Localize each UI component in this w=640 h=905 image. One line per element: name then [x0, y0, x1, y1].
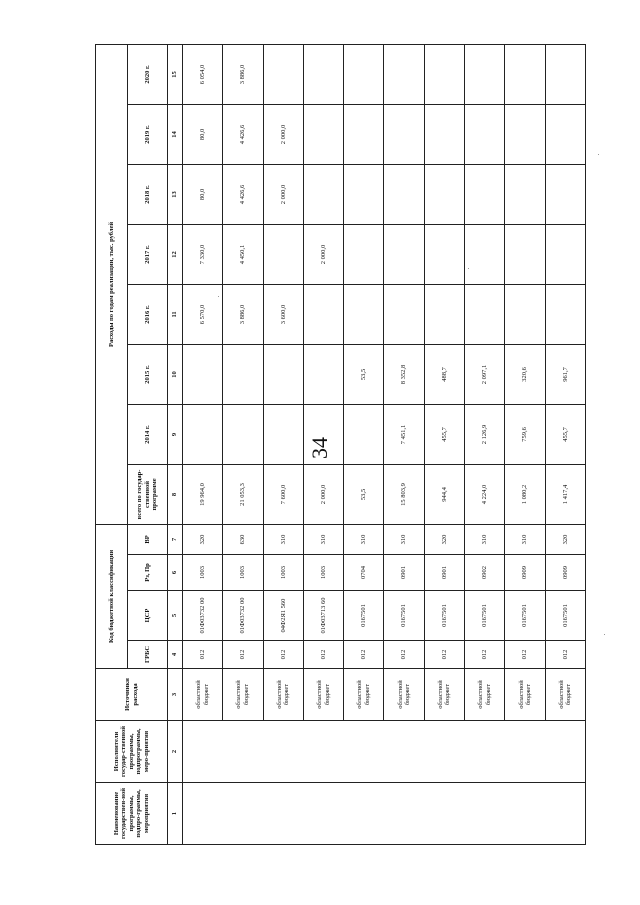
cell-grbs: 012 [384, 641, 424, 669]
cell-y2015 [263, 344, 303, 404]
cell-grbs: 012 [505, 641, 545, 669]
cell-rzpr: 0902 [465, 555, 505, 591]
cell-grbs: 012 [223, 641, 263, 669]
cell-source: областной бюджет [183, 669, 223, 721]
scan-speck [598, 154, 599, 155]
cell-rzpr: 0704 [344, 555, 384, 591]
header-expenses: Расходы по годам реализации, тыс. рублей [96, 44, 128, 524]
header-csr: ЦСР [128, 591, 168, 641]
cell-total: 1 417,4 [545, 464, 585, 524]
cell-vr: 310 [344, 524, 384, 554]
scan-speck [604, 634, 605, 635]
cell-y2018 [505, 164, 545, 224]
table-row [183, 44, 223, 844]
cell-source: областной бюджет [303, 669, 343, 721]
cell-vr: 310 [384, 524, 424, 554]
cell-source: областной бюджет [545, 669, 585, 721]
cell-y2014: 455,7 [424, 404, 464, 464]
cell-csr: 0167501 [424, 591, 464, 641]
col-number: 6 [168, 555, 183, 591]
cell-vr: 320 [545, 524, 585, 554]
cell-y2016: 3 600,0 [263, 284, 303, 344]
cell-y2017 [384, 224, 424, 284]
cell-rzpr: 0901 [384, 555, 424, 591]
col-number: 1 [168, 783, 183, 845]
cell-y2015: 2 097,1 [465, 344, 505, 404]
cell-total: 15 803,9 [384, 464, 424, 524]
cell-rzpr: 1003 [263, 555, 303, 591]
cell-vr: 310 [263, 524, 303, 554]
cell-vr: 320 [183, 524, 223, 554]
cell-vr: 320 [424, 524, 464, 554]
col-number: 4 [168, 641, 183, 669]
header-source: Источники расхода [96, 669, 168, 721]
cell-grbs: 012 [424, 641, 464, 669]
cell-y2017 [545, 224, 585, 284]
budget-table [95, 44, 586, 845]
col-number: 9 [168, 404, 183, 464]
cell-y2016 [465, 284, 505, 344]
scan-speck [218, 296, 219, 297]
table-body [183, 44, 586, 844]
cell-y2014 [263, 404, 303, 464]
cell-y2017 [263, 224, 303, 284]
col-number: 14 [168, 104, 183, 164]
cell-y2019 [384, 104, 424, 164]
cell-rzpr: 0901 [424, 555, 464, 591]
cell-y2014: 2 126,9 [465, 404, 505, 464]
header-year: 2019 г. [128, 104, 168, 164]
cell-source: областной бюджет [263, 669, 303, 721]
cell-rzpr: 1003 [183, 555, 223, 591]
cell-csr: 01Ф03732 00 [183, 591, 223, 641]
cell-y2014 [223, 404, 263, 464]
header-budget-code: Код бюджетной классификации [96, 524, 128, 668]
cell-y2016 [424, 284, 464, 344]
cell-y2016: 3 886,0 [223, 284, 263, 344]
header-year: 2016 г. [128, 284, 168, 344]
cell-y2020 [384, 44, 424, 104]
cell-source: областной бюджет [424, 669, 464, 721]
rotated-table-area [95, 45, 586, 845]
cell-y2014: 7 451,1 [384, 404, 424, 464]
cell-csr: 04Ф2Я1 560 [263, 591, 303, 641]
executor-cell [183, 721, 586, 783]
cell-vr: 310 [303, 524, 343, 554]
cell-y2015: 488,7 [424, 344, 464, 404]
col-number: 15 [168, 44, 183, 104]
col-number: 7 [168, 524, 183, 554]
cell-y2017 [465, 224, 505, 284]
cell-y2014 [183, 404, 223, 464]
cell-vr: 310 [465, 524, 505, 554]
cell-rzpr: 1003 [303, 555, 343, 591]
cell-grbs: 012 [545, 641, 585, 669]
header-rzpr: Рз, Пр [128, 555, 168, 591]
cell-y2016: 6 570,0 [183, 284, 223, 344]
cell-y2018: 2 000,0 [263, 164, 303, 224]
header-year: 2020 г. [128, 44, 168, 104]
header-grbs: ГРБС [128, 641, 168, 669]
cell-y2018 [424, 164, 464, 224]
cell-y2018 [545, 164, 585, 224]
col-number: 3 [168, 669, 183, 721]
cell-y2015 [183, 344, 223, 404]
cell-total: 4 224,0 [465, 464, 505, 524]
cell-source: областной бюджет [344, 669, 384, 721]
name-cell [183, 783, 586, 845]
cell-y2014 [303, 404, 343, 464]
col-number: 5 [168, 591, 183, 641]
cell-y2015: 8 352,8 [384, 344, 424, 404]
cell-y2019 [344, 104, 384, 164]
cell-y2017 [424, 224, 464, 284]
cell-y2016 [344, 284, 384, 344]
col-number: 8 [168, 464, 183, 524]
cell-y2016 [505, 284, 545, 344]
scan-speck [468, 268, 469, 269]
cell-y2018 [384, 164, 424, 224]
col-number: 2 [168, 721, 183, 783]
cell-csr: 0167501 [465, 591, 505, 641]
cell-source: областной бюджет [223, 669, 263, 721]
cell-source: областной бюджет [384, 669, 424, 721]
cell-total: 7 600,0 [263, 464, 303, 524]
rotated-table-container [95, 45, 586, 845]
cell-grbs: 012 [465, 641, 505, 669]
cell-y2020 [465, 44, 505, 104]
cell-y2019 [303, 104, 343, 164]
cell-y2019 [465, 104, 505, 164]
cell-y2018 [465, 164, 505, 224]
cell-y2018: 4 426,6 [223, 164, 263, 224]
cell-y2018 [303, 164, 343, 224]
cell-total: 944,4 [424, 464, 464, 524]
cell-vr: 310 [505, 524, 545, 554]
cell-y2020 [263, 44, 303, 104]
cell-grbs: 012 [303, 641, 343, 669]
cell-y2020 [344, 44, 384, 104]
cell-y2017: 2 000,0 [303, 224, 343, 284]
cell-y2016 [545, 284, 585, 344]
cell-y2017 [505, 224, 545, 284]
cell-y2015: 961,7 [545, 344, 585, 404]
cell-source: областной бюджет [465, 669, 505, 721]
cell-source: областной бюджет [505, 669, 545, 721]
cell-y2020: 6 054,0 [183, 44, 223, 104]
cell-total: 1 080,2 [505, 464, 545, 524]
cell-csr: 01Ф03732 00 [223, 591, 263, 641]
cell-y2019: 4 426,6 [223, 104, 263, 164]
header-executor: Исполнители государ-ственной программы, подпрограммы, меро-приятия [96, 721, 168, 783]
cell-y2019 [505, 104, 545, 164]
cell-rzpr: 0909 [505, 555, 545, 591]
header-year: 2015 г. [128, 344, 168, 404]
cell-total: 21 053,3 [223, 464, 263, 524]
cell-y2019: 2 000,0 [263, 104, 303, 164]
cell-total: 53,5 [344, 464, 384, 524]
header-year: 2017 г. [128, 224, 168, 284]
cell-csr: 0167501 [344, 591, 384, 641]
col-number: 10 [168, 344, 183, 404]
cell-rzpr: 0909 [545, 555, 585, 591]
cell-csr: 0167501 [545, 591, 585, 641]
header-name: Наименование государствен-ной программы, подпро-граммы, мероприятия [96, 783, 168, 845]
header-year: 2018 г. [128, 164, 168, 224]
cell-csr: 0167501 [384, 591, 424, 641]
cell-y2015: 320,6 [505, 344, 545, 404]
cell-y2014 [344, 404, 384, 464]
cell-rzpr: 1003 [223, 555, 263, 591]
cell-y2019 [424, 104, 464, 164]
column-number-row [168, 44, 183, 844]
col-number: 13 [168, 164, 183, 224]
cell-y2015: 53,5 [344, 344, 384, 404]
cell-y2018: 80,0 [183, 164, 223, 224]
cell-y2014: 759,6 [505, 404, 545, 464]
header-vr: ВР [128, 524, 168, 554]
cell-y2014: 455,7 [545, 404, 585, 464]
cell-grbs: 012 [344, 641, 384, 669]
cell-y2020 [424, 44, 464, 104]
cell-y2018 [344, 164, 384, 224]
cell-y2019: 80,0 [183, 104, 223, 164]
cell-y2015 [223, 344, 263, 404]
col-number: 12 [168, 224, 183, 284]
col-number: 11 [168, 284, 183, 344]
header-total: всего по государ-ственной программе [128, 464, 168, 524]
cell-y2017 [344, 224, 384, 284]
cell-y2020 [545, 44, 585, 104]
cell-y2020 [505, 44, 545, 104]
page-number: 34 [307, 437, 332, 459]
cell-grbs: 012 [183, 641, 223, 669]
cell-grbs: 012 [263, 641, 303, 669]
cell-y2020: 3 886,0 [223, 44, 263, 104]
cell-csr: 01Ф03713 60 [303, 591, 343, 641]
cell-y2015 [303, 344, 343, 404]
cell-y2017: 4 450,1 [223, 224, 263, 284]
cell-y2017: 7 330,0 [183, 224, 223, 284]
cell-total: 19 964,0 [183, 464, 223, 524]
cell-csr: 0167501 [505, 591, 545, 641]
header-year: 2014 г. [128, 404, 168, 464]
cell-y2020 [303, 44, 343, 104]
cell-vr: 630 [223, 524, 263, 554]
cell-y2016 [384, 284, 424, 344]
cell-y2016 [303, 284, 343, 344]
cell-total: 2 000,0 [303, 464, 343, 524]
cell-y2019 [545, 104, 585, 164]
